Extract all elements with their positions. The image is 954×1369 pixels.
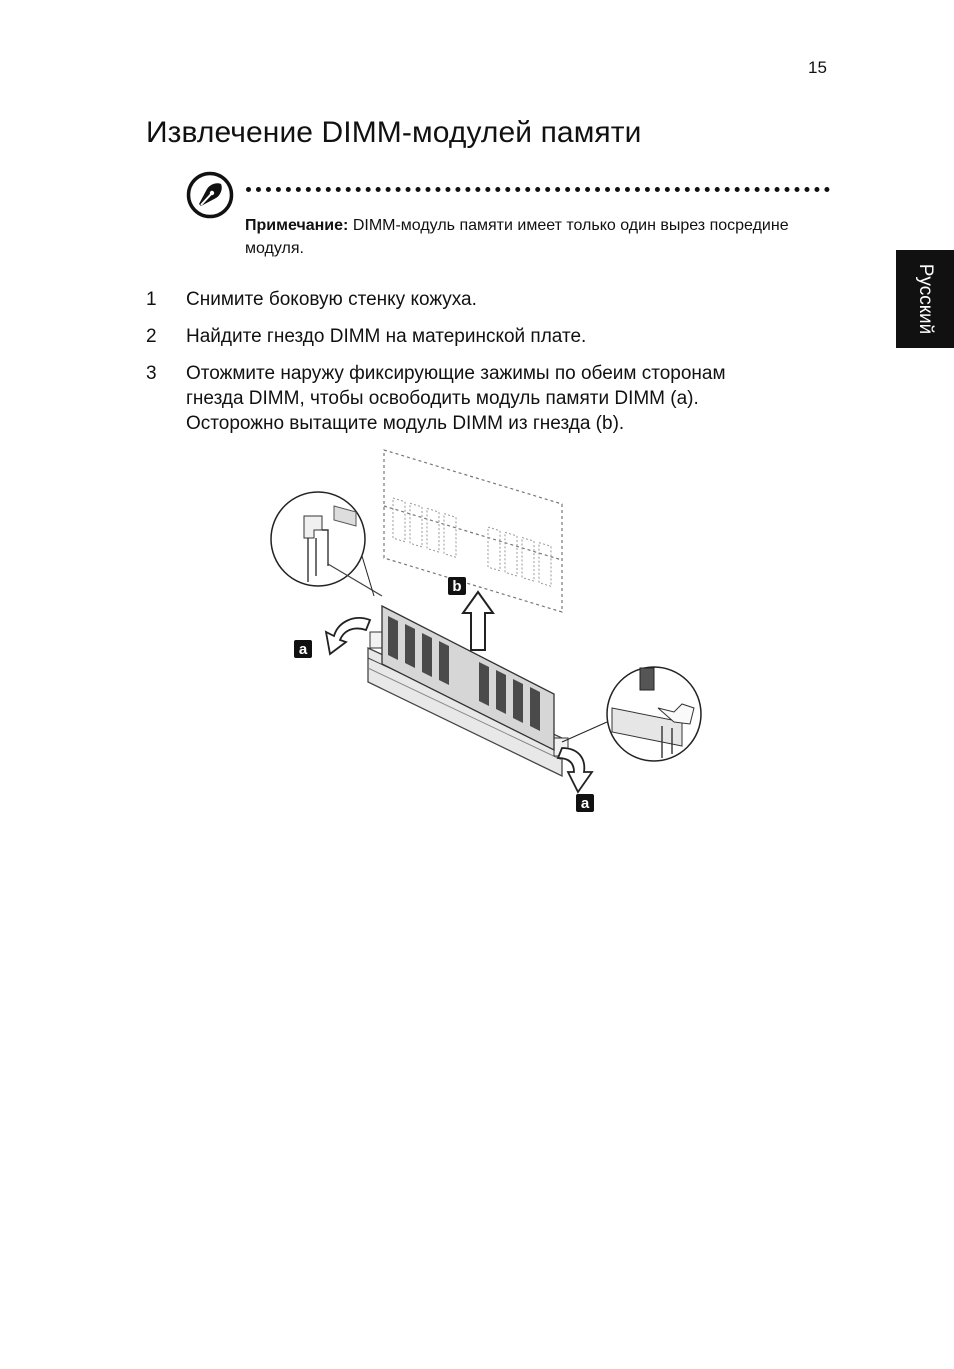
step-item: [146, 324, 826, 349]
lift-arrow-icon: [463, 592, 493, 650]
note-body: DIMM-модуль памяти имеет только один вырез посредине модуля.: [245, 217, 789, 257]
ghost-chips: [393, 498, 551, 586]
step-item: [146, 361, 826, 436]
step-text: Снимите боковую стенку кожуха.: [186, 289, 477, 310]
step-number: 2: [146, 326, 157, 347]
lifted-module-ghost: [384, 450, 562, 612]
language-tab: [896, 250, 954, 348]
note-pen-icon: [186, 171, 234, 219]
step-number: 1: [146, 289, 157, 310]
step-list: [146, 287, 826, 448]
label-a: a: [580, 795, 590, 812]
page-number: 15: [808, 58, 827, 77]
label-a: a: [298, 641, 308, 658]
label-b: b: [452, 578, 462, 595]
note-label: Примечание:: [245, 217, 349, 234]
label-badge-b: [448, 577, 466, 595]
step-text: Найдите гнездо DIMM на материнской плате.: [186, 326, 587, 347]
page-title: Извлечение DIMM-модулей памяти: [146, 116, 642, 149]
step-item: [146, 287, 826, 312]
label-badge-a-right: [576, 794, 594, 812]
detail-callout-left: [271, 492, 382, 596]
step-text: Отожмите наружу фиксирующие зажимы по обеим сторонам гнезда DIMM, чтобы освободить модуль памяти DIMM (a). Осторожно вытащите модуль DIMM из гнезда (b).: [186, 363, 726, 434]
language-tab-label: Русский: [915, 263, 936, 335]
note-divider: [246, 187, 830, 192]
step-number: 3: [146, 363, 157, 384]
left-clip-arrow-icon: [326, 618, 370, 654]
note: [245, 214, 805, 260]
label-badge-a-left: [294, 640, 312, 658]
dimm-removal-illustration: [262, 446, 712, 818]
right-clip-arrow-icon: [558, 748, 592, 792]
detail-callout-right: [607, 667, 701, 761]
callout-leader-right: [562, 722, 607, 742]
callout-leader-left: [362, 556, 374, 596]
